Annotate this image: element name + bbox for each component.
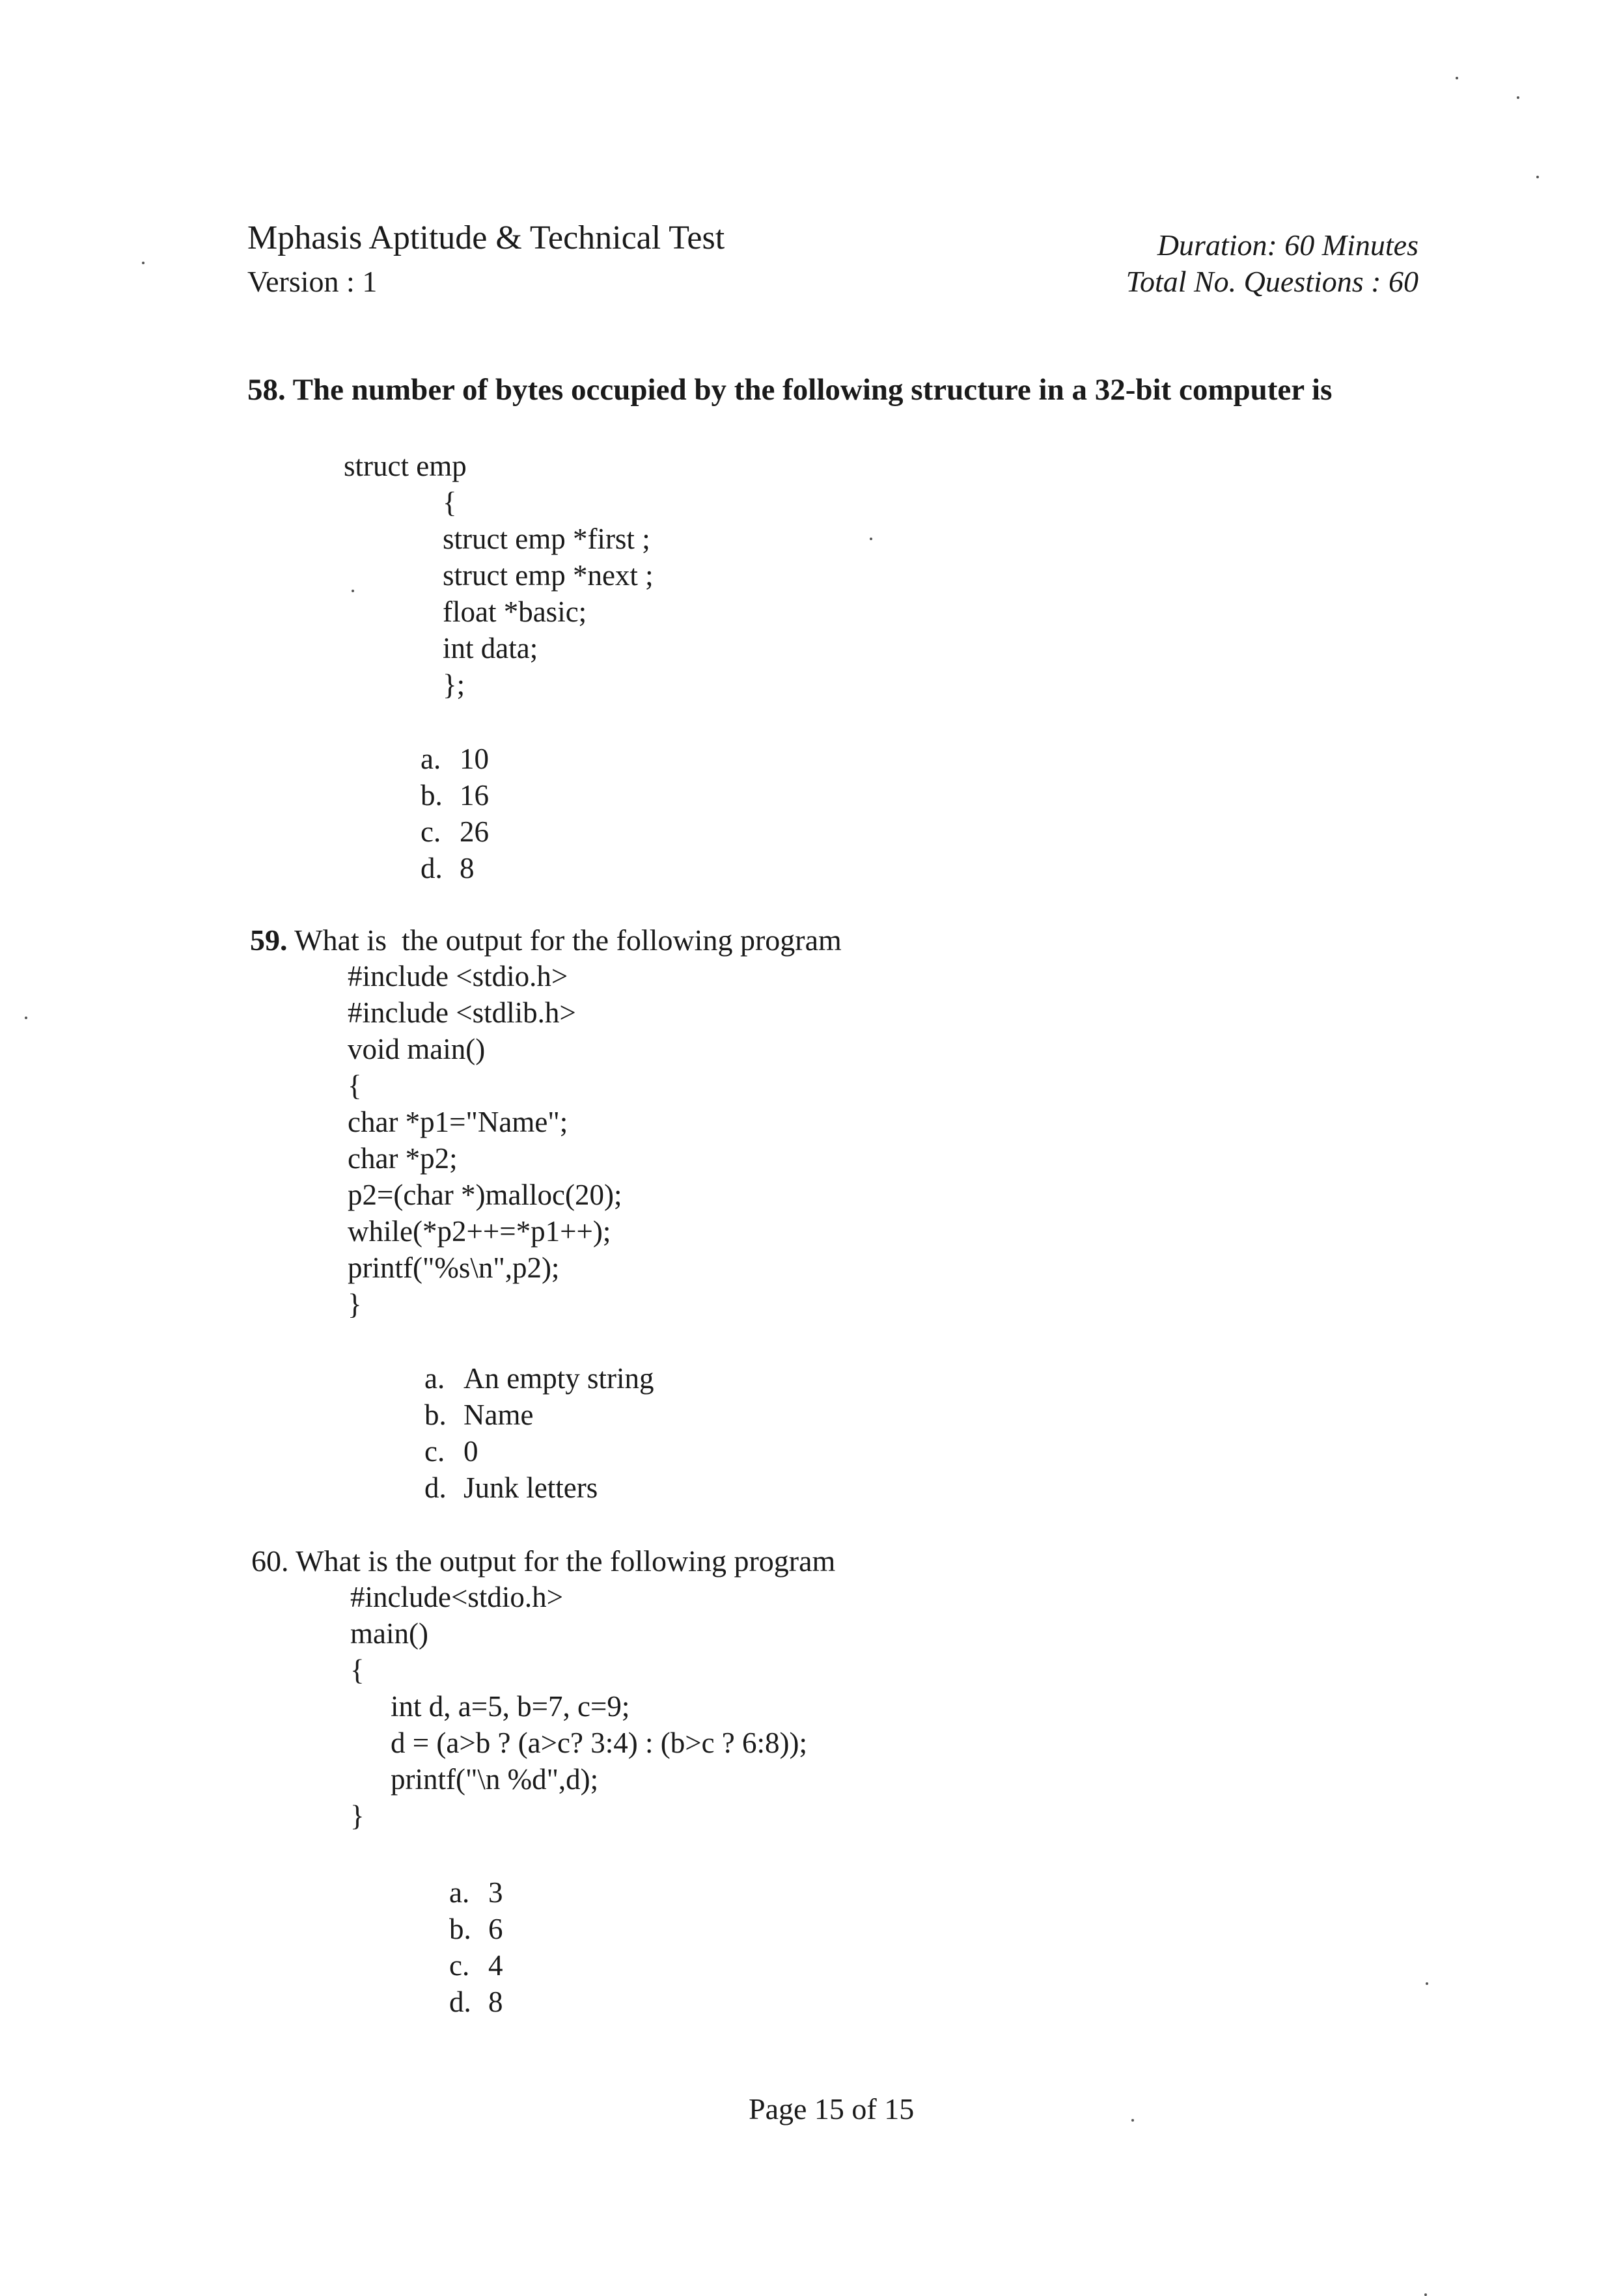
option	[424, 1361, 654, 1395]
option-label: b.	[424, 1399, 447, 1431]
test-title: Mphasis Aptitude & Technical Test	[247, 219, 725, 256]
option-text: 4	[488, 1949, 503, 1982]
question-58	[247, 372, 1332, 407]
code-line: char *p1="Name";	[348, 1106, 568, 1138]
code-line: p2=(char *)malloc(20);	[348, 1179, 622, 1211]
option	[424, 1471, 598, 1505]
option-text: 3	[488, 1876, 503, 1909]
scan-speck	[1456, 77, 1458, 79]
option	[421, 778, 489, 812]
page-number: Page 15 of 15	[749, 2092, 915, 2125]
code-line: }	[348, 1288, 362, 1320]
code-line: {	[350, 1654, 365, 1686]
option-text: Junk letters	[463, 1471, 598, 1504]
scan-speck	[870, 538, 872, 540]
option-label: d.	[421, 852, 443, 884]
option-text: 8	[488, 1986, 503, 2018]
scan-speck	[1131, 2119, 1134, 2122]
option	[449, 1876, 503, 1909]
option-label: d.	[424, 1471, 447, 1504]
code-line: void main()	[348, 1033, 486, 1065]
question-number: 60.	[251, 1544, 289, 1578]
code-line: struct emp	[344, 450, 467, 482]
option-label: c.	[421, 815, 441, 848]
code-line: int d, a=5, b=7, c=9;	[391, 1690, 630, 1723]
option	[421, 815, 489, 849]
code-line: struct emp *next ;	[443, 559, 654, 592]
option-text: 16	[460, 779, 489, 812]
code-line: struct emp *first ;	[443, 523, 650, 555]
option-label: a.	[424, 1362, 445, 1395]
option-label: c.	[449, 1949, 470, 1982]
scan-speck	[1426, 1982, 1428, 1985]
option-text: Name	[463, 1399, 534, 1431]
option-label: b.	[449, 1913, 471, 1945]
option	[449, 1948, 503, 1982]
option-text: 10	[460, 743, 489, 775]
option	[421, 851, 475, 885]
option	[424, 1398, 533, 1432]
test-duration: Duration: 60 Minutes	[1157, 228, 1418, 262]
code-line: }	[350, 1799, 365, 1832]
question-text: What is the output for the following program	[294, 923, 842, 957]
code-line: #include <stdio.h>	[348, 960, 568, 992]
code-line: };	[443, 668, 465, 701]
question-text: What is the output for the following program	[296, 1544, 836, 1578]
option-label: c.	[424, 1435, 445, 1468]
code-line: int data;	[443, 632, 538, 664]
code-line: printf("\n %d",d);	[391, 1763, 599, 1796]
scan-speck	[352, 590, 354, 592]
option-label: d.	[449, 1986, 471, 2018]
scan-speck	[25, 1017, 27, 1019]
code-line: float *basic;	[443, 595, 587, 628]
scan-speck	[1517, 96, 1519, 99]
option-text: 6	[488, 1913, 503, 1945]
code-line: #include <stdlib.h>	[348, 996, 576, 1029]
question-number: 59.	[250, 923, 288, 957]
code-line: #include<stdio.h>	[350, 1581, 563, 1613]
question-59	[250, 923, 842, 957]
scan-speck	[1424, 2293, 1427, 2296]
option	[421, 742, 489, 776]
code-line: char *p2;	[348, 1142, 458, 1175]
option-label: a.	[449, 1876, 470, 1909]
total-questions: Total No. Questions : 60	[1126, 265, 1418, 298]
code-line: printf("%s\n",p2);	[348, 1251, 560, 1284]
option-label: a.	[421, 743, 441, 775]
option	[449, 1912, 503, 1946]
question-text: The number of bytes occupied by the following structure in a 32-bit computer is	[292, 373, 1333, 407]
option-text: 0	[463, 1435, 478, 1468]
code-line: {	[348, 1069, 362, 1102]
scan-speck	[142, 262, 145, 264]
option-label: b.	[421, 779, 443, 812]
test-version: Version : 1	[247, 265, 378, 298]
option	[449, 1985, 503, 2019]
question-number: 58.	[247, 373, 286, 407]
option-text: 26	[460, 815, 489, 848]
code-line: {	[443, 486, 457, 519]
option-text: An empty string	[463, 1362, 654, 1395]
code-line: main()	[350, 1617, 428, 1650]
scan-speck	[1536, 176, 1539, 178]
code-line: d = (a>b ? (a>c? 3:4) : (b>c ? 6:8));	[391, 1727, 807, 1759]
question-60	[251, 1544, 835, 1578]
option-text: 8	[460, 852, 475, 884]
option	[424, 1434, 478, 1468]
code-line: while(*p2++=*p1++);	[348, 1215, 611, 1248]
